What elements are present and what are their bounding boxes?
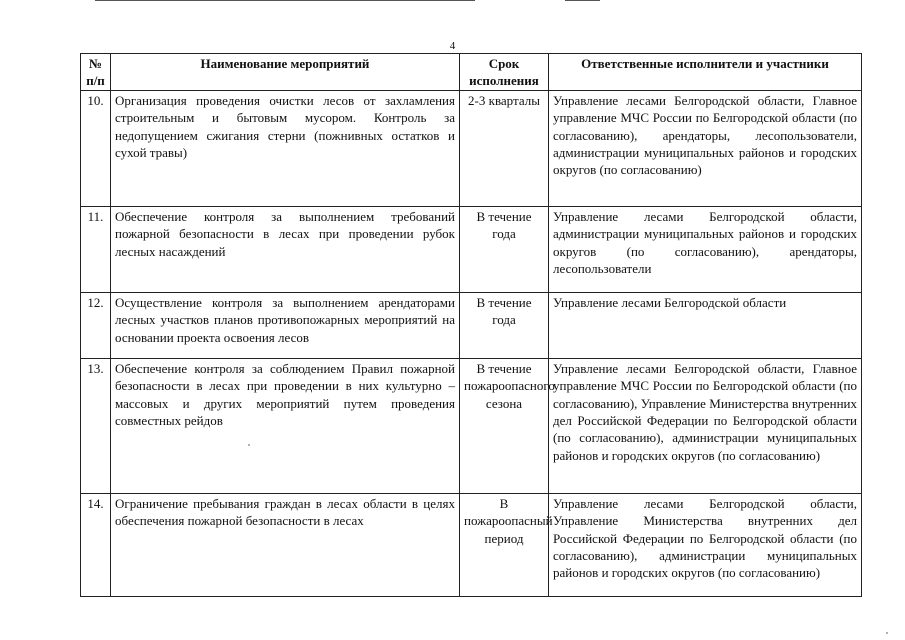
row-num: 11.	[81, 206, 111, 292]
header-term: Срок исполнения	[460, 54, 549, 91]
header-num	[81, 54, 111, 91]
header-responsible: Ответственные исполнители и участники	[549, 54, 862, 91]
row-name: Обеспечение контроля за соблюдением Правил пожарной безопасности в лесах при проведении в них культурно – массовых и других мероприятий путем проведения совместных рейдов	[111, 358, 460, 493]
page-number: 4	[449, 40, 456, 52]
row-name: Ограничение пребывания граждан в лесах области в целях обеспечения пожарной безопасности в лесах	[111, 493, 460, 596]
row-name: Организация проведения очистки лесов от захламления строительным и бытовым мусором. Контроль за недопущением сжигания стерни (пожнивных остатков и сухой травы)	[111, 90, 460, 206]
row-responsible: Управление лесами Белгородской области, администрации муниципальных районов и городских округов (по согласованию), арендаторы, лесопользователи	[549, 206, 862, 292]
table-row	[81, 206, 862, 292]
table-row	[81, 358, 862, 493]
row-num: 10.	[81, 90, 111, 206]
measures-table	[80, 53, 862, 597]
scan-speck	[248, 444, 250, 446]
row-responsible: Управление лесами Белгородской области, Главное управление МЧС России по Белгородской области (по согласованию), Управление Министерства внутренних дел Российской Федерации по Белгородской области (по согласованию), администрации муниципальных районов и городских округов (по согласованию)	[549, 358, 862, 493]
scan-speck	[886, 632, 888, 634]
row-term: 2-3 кварталы	[460, 90, 549, 206]
row-responsible: Управление лесами Белгородской области, Управление Министерства внутренних дел Российской Федерации по Белгородской области (по согласованию), администрации муниципальных районов и городских округов (по согласованию)	[549, 493, 862, 596]
row-name: Обеспечение контроля за выполнением требований пожарной безопасности в лесах при проведении рубок лесных насаждений	[111, 206, 460, 292]
row-term: В течение года	[460, 206, 549, 292]
header-name: Наименование мероприятий	[111, 54, 460, 91]
row-responsible: Управление лесами Белгородской области, Главное управление МЧС России по Белгородской области (по согласованию), арендаторы, лесопользователи, администрации муниципальных районов и городских округов (по согласованию)	[549, 90, 862, 206]
row-name: Осуществление контроля за выполнением арендаторами лесных участков планов противопожарных мероприятий на основании проекта освоения лесов	[111, 292, 460, 358]
row-responsible: Управление лесами Белгородской области	[549, 292, 862, 358]
row-term: В течение года	[460, 292, 549, 358]
row-num: 14.	[81, 493, 111, 596]
table-row	[81, 493, 862, 596]
row-term: В пожароопасный период	[460, 493, 549, 596]
scan-artifact-line	[565, 0, 600, 1]
header-num-label: № п/п	[86, 56, 105, 89]
table-header-row	[81, 54, 862, 91]
row-num: 12.	[81, 292, 111, 358]
scan-artifact-line	[95, 0, 475, 1]
table-row	[81, 90, 862, 206]
row-term: В течение пожароопасного сезона	[460, 358, 549, 493]
row-num: 13.	[81, 358, 111, 493]
table-row	[81, 292, 862, 358]
